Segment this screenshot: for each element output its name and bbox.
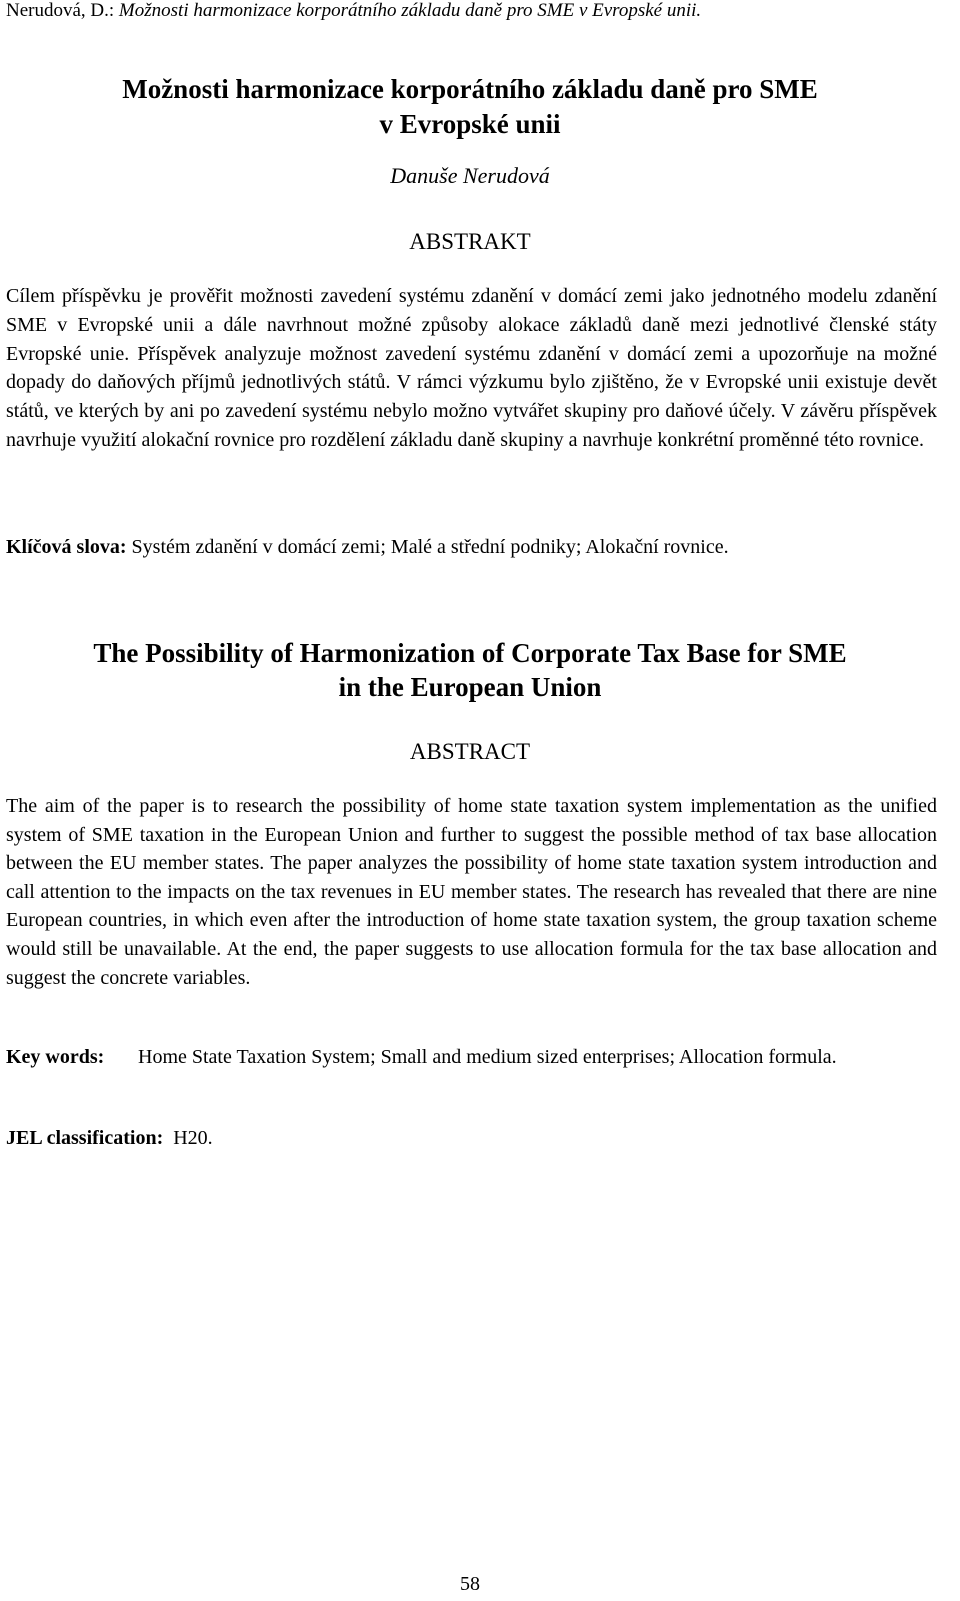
abstrakt-heading: ABSTRAKT [409,229,531,254]
jel-classification [6,1124,213,1152]
english-title-line2: in the European Union [338,672,602,702]
page-number: 58 [460,1573,480,1595]
abstract-text: The aim of the paper is to research the possibility of home state taxation system implementation as the unified system of SME taxation in the European Union and further to suggest the possible method of tax base allocation between the EU member states. The paper analyzes the possibility of home state taxation system introduction and call attention to the impacts on the tax revenues in EU member states. The research has revealed that there are nine European countries, in which even after the introduction of home state taxation system, the group taxation scheme would still be unavailable. At the end, the paper suggests to use allocation formula for the tax base allocation and suggest the concrete variables. [6,795,937,989]
running-head-author: Nerudová, D.: [6,0,119,21]
running-head-title: Možnosti harmonizace korporátního základu daně pro SME v Evropské unii. [118,0,702,21]
czech-title-line1: Možnosti harmonizace korporátního základu daně pro SME [122,74,818,104]
english-keywords-label: Key words: [6,1046,105,1068]
abstract-heading: ABSTRACT [409,739,531,764]
czech-title [0,72,940,142]
czech-title-line2: v Evropské unii [379,109,561,139]
author-name: Danuše Nerudová [390,163,550,188]
english-title [0,636,940,704]
jel-label: JEL classification: [6,1127,164,1149]
abstrakt-text: Cílem příspěvku je prověřit možnosti zavedení systému zdanění v domácí zemi jako jednotného modelu zdanění SME v Evropské unii a dále navrhnout možné způsoby alokace základů daně mezi jednotlivé členské státy Evropské unie. Příspěvek analyzuje možnost zavedení systému zdanění v domácí zemi a upozorňuje na možné dopady do daňových příjmů jednotlivých států. V rámci výzkumu bylo zjištěno, že v Evropské unii existuje devět států, ve kterých by ani po zavedení systému nebylo možno vytvářet skupiny pro daňové účely. V závěru příspěvek navrhuje využití alokační rovnice pro rozdělení základu daně skupiny a navrhuje konkrétní proměnné této rovnice. [6,285,937,451]
jel-value: H20. [173,1127,213,1149]
czech-keywords [6,533,729,561]
english-keywords-text: Home State Taxation System; Small and medium sized enterprises; Allocation formula. [138,1046,837,1068]
czech-keywords-text: Systém zdanění v domácí zemi; Malé a střední podniky; Alokační rovnice. [126,536,729,558]
czech-keywords-label: Klíčová slova: [6,536,127,558]
running-head [6,0,701,22]
english-title-line1: The Possibility of Harmonization of Corporate Tax Base for SME [93,638,847,668]
english-keywords [6,1043,937,1072]
